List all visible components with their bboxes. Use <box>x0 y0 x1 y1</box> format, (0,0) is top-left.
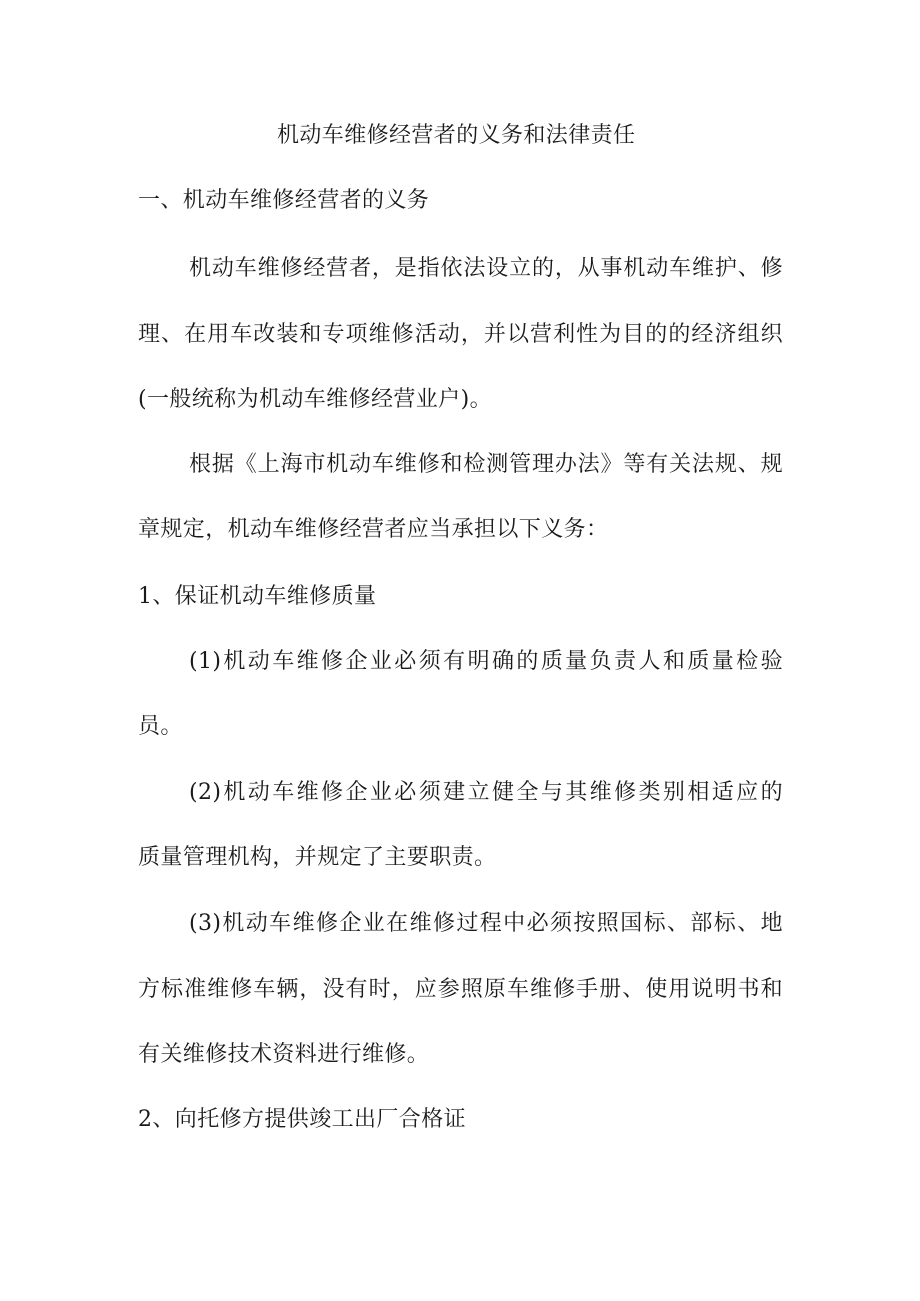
list-item-line: 有关维修技术资料进行维修。 <box>138 1042 430 1067</box>
paragraph-line: 理、在用车改装和专项维修活动，并以营利性为目的的经济组织 <box>138 322 783 347</box>
list-item-line: 质量管理机构，并规定了主要职责。 <box>138 845 497 870</box>
paragraph-line: (一般统称为机动车维修经营业户)。 <box>138 387 492 412</box>
paragraph-line: 机动车维修经营者，是指依法设立的，从事机动车维护、修 <box>189 256 783 281</box>
item-heading: 2、向托修方提供竣工出厂合格证 <box>138 1107 466 1132</box>
item-heading: 1、保证机动车维修质量 <box>138 584 377 609</box>
list-item-line: (3)机动车维修企业在维修过程中必须按照国标、部标、地 <box>189 911 783 936</box>
paragraph-line: 根据《上海市机动车维修和检测管理办法》等有关法规、规 <box>189 452 783 477</box>
list-item-line: 员。 <box>138 714 183 739</box>
section-heading: 一、机动车维修经营者的义务 <box>138 188 430 213</box>
list-item-line: (2)机动车维修企业必须建立健全与其维修类别相适应的 <box>189 780 783 805</box>
list-item-line: (1)机动车维修企业必须有明确的质量负责人和质量检验 <box>189 649 783 674</box>
document-title: 机动车维修经营者的义务和法律责任 <box>277 123 636 148</box>
paragraph-line: 章规定，机动车维修经营者应当承担以下义务： <box>138 517 609 542</box>
list-item-line: 方标准维修车辆，没有时，应参照原车维修手册、使用说明书和 <box>138 977 783 1002</box>
